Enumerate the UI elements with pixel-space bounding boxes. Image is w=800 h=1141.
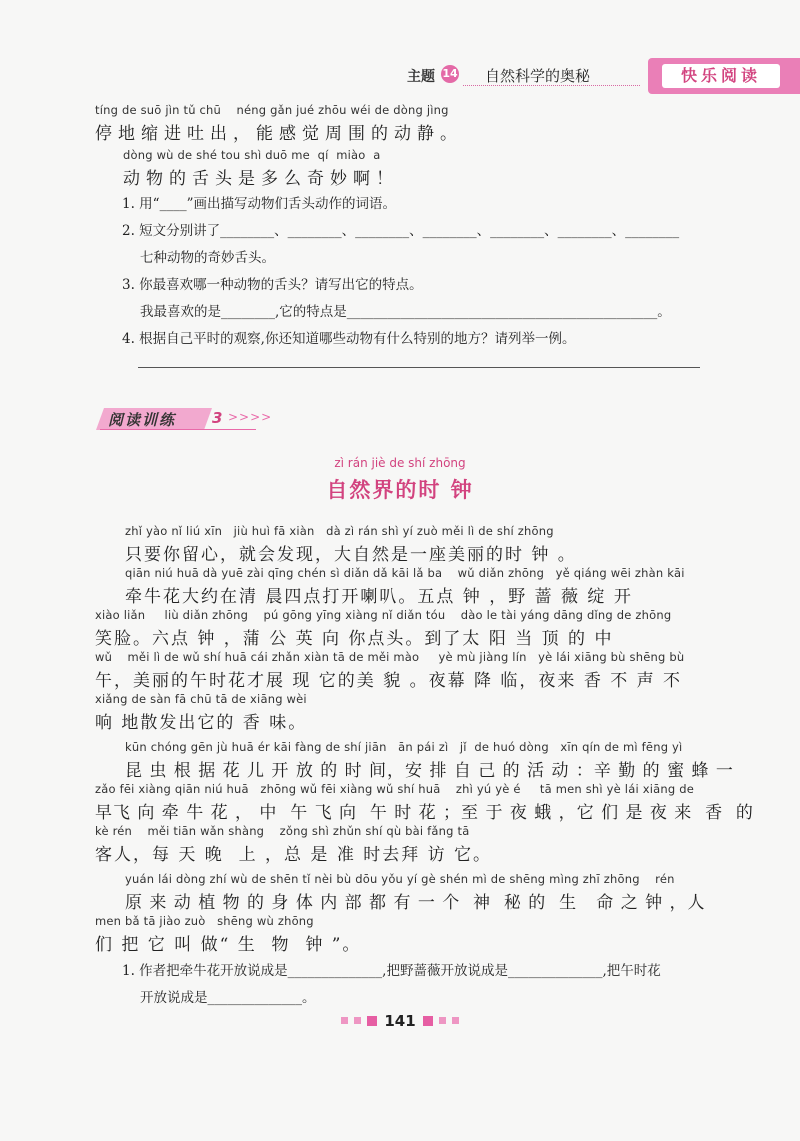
- answer-line: [138, 367, 700, 368]
- text-line: 牵牛花大约在清 晨四点打开喇叭。五点 钟 ，野 蔷 薇 绽 开: [125, 587, 633, 607]
- pinyin-line: tíng de suō jìn tǔ chū néng gǎn jué zhōu wéi de dòng jìng: [95, 103, 449, 117]
- story-title-pinyin: zì rán jiè de shí zhōng: [334, 456, 466, 470]
- topic-title: 自然科学的奥秘: [485, 67, 591, 85]
- footer-square: [354, 1017, 361, 1024]
- topic-number-badge: 14: [441, 65, 459, 83]
- banner-number: 3: [212, 409, 223, 427]
- question-2-cont: 七种动物的奇妙舌头。: [140, 250, 275, 266]
- footer-square: [439, 1017, 446, 1024]
- text-line: 客人，每 天 晚 上 ，总 是 准 时去拜 访 它。: [95, 845, 493, 865]
- text-line: 动物的舌头是多么奇妙啊！: [123, 169, 399, 189]
- banner-underline: [100, 429, 256, 430]
- story-question-1: 1. 作者把牵牛花开放说成是______________,把野蔷薇开放说成是______________,把午时花: [122, 963, 661, 979]
- banner-arrows: >>>>: [228, 410, 273, 424]
- story-question-1-cont: 开放说成是______________。: [140, 990, 316, 1006]
- pinyin-line: kè rén měi tiān wǎn shàng zǒng shì zhǔn shí qù bài fǎng tā: [95, 824, 470, 838]
- footer-square: [423, 1016, 433, 1026]
- text-line: 响 地散发出它的 香 味。: [95, 713, 308, 733]
- pinyin-line: yuán lái dòng zhí wù de shēn tǐ nèi bù dōu yǒu yí gè shén mì de shēng mìng zhī zhōng rén: [125, 872, 675, 886]
- text-line: 早飞 向 牵 牛 花 ， 中 午 飞 向 午 时 花 ；至 于 夜 蛾 ，它 们 是 夜 来 香 的: [95, 803, 754, 823]
- pinyin-line: men bǎ tā jiào zuò shēng wù zhōng: [95, 914, 314, 928]
- pinyin-line: kūn chóng gēn jù huā ér kāi fàng de shí jiān ān pái zì jǐ de huó dòng xīn qín de mì fēng yì: [125, 740, 683, 754]
- page-number: 141: [384, 1011, 416, 1030]
- question-4: 4. 根据自己平时的观察,你还知道哪些动物有什么特别的地方？请列举一例。: [122, 331, 576, 347]
- page-header: [395, 58, 800, 94]
- topic-label: 主题: [407, 69, 435, 85]
- pinyin-line: dòng wù de shé tou shì duō me qí miào a: [123, 148, 381, 162]
- banner-label: 阅读训练: [108, 411, 177, 429]
- pinyin-line: zǎo fēi xiàng qiān niú huā zhōng wǔ fēi xiàng wǔ shí huā zhì yú yè é tā men shì yè lái xiāng de: [95, 782, 694, 796]
- text-line: 们 把 它 叫 做“ 生 物 钟 ”。: [95, 935, 362, 955]
- section-tag: [648, 58, 800, 94]
- pinyin-line: qiān niú huā dà yuē zài qīng chén sì diǎn dǎ kāi lǎ ba wǔ diǎn zhōng yě qiáng wēi zhàn kāi: [125, 566, 685, 580]
- text-line: 昆 虫 根 据 花 儿 开 放 的 时 间，安 排 自 己 的 活 动 ：辛 勤 的 蜜 蜂 一: [125, 761, 734, 781]
- section-tag-label: 快乐阅读: [662, 64, 780, 88]
- footer-square: [341, 1017, 348, 1024]
- question-3-answer-line: 我最喜欢的是________,它的特点是______________________________________________。: [140, 304, 671, 320]
- pinyin-line: xiào liǎn liù diǎn zhōng pú gōng yīng xiàng nǐ diǎn tóu dào le tài yáng dāng dǐng de zhōng: [95, 608, 672, 622]
- story-title: 自然界的时 钟: [326, 478, 474, 502]
- text-line: 午，美丽的午时花才展 现 它的美 貌 。夜幕 降 临，夜来 香 不 声 不: [95, 671, 683, 691]
- text-line: 笑脸。六点 钟 ，蒲 公 英 向 你点头。到了太 阳 当 顶 的 中: [95, 629, 614, 649]
- text-line: 原 来 动 植 物 的 身 体 内 部 都 有 一 个 神 秘 的 生 命 之 钟 ，人: [125, 893, 706, 913]
- pinyin-line: xiǎng de sàn fā chū tā de xiāng wèi: [95, 692, 307, 706]
- text-line: 停地缩进吐出，能感觉周围的动静。: [95, 124, 463, 144]
- pinyin-line: wǔ měi lì de wǔ shí huā cái zhǎn xiàn tā de měi mào yè mù jiàng lín yè lái xiāng bù shēng bù: [95, 650, 685, 664]
- text-line: 只要你留心，就会发现，大自然是一座美丽的时 钟 。: [125, 545, 577, 565]
- footer-square: [452, 1017, 459, 1024]
- header-dotted-line: [463, 85, 640, 86]
- section-banner: [100, 408, 273, 430]
- question-1: 1. 用“____”画出描写动物们舌头动作的词语。: [122, 196, 396, 212]
- page-footer: [0, 1010, 800, 1030]
- pinyin-line: zhǐ yào nǐ liú xīn jiù huì fā xiàn dà zì rán shì yí zuò měi lì de shí zhōng: [125, 524, 554, 538]
- question-2: 2. 短文分别讲了________、________、________、________、________、________、________: [122, 223, 680, 239]
- footer-square: [367, 1016, 377, 1026]
- question-3: 3. 你最喜欢哪一种动物的舌头？请写出它的特点。: [122, 277, 423, 293]
